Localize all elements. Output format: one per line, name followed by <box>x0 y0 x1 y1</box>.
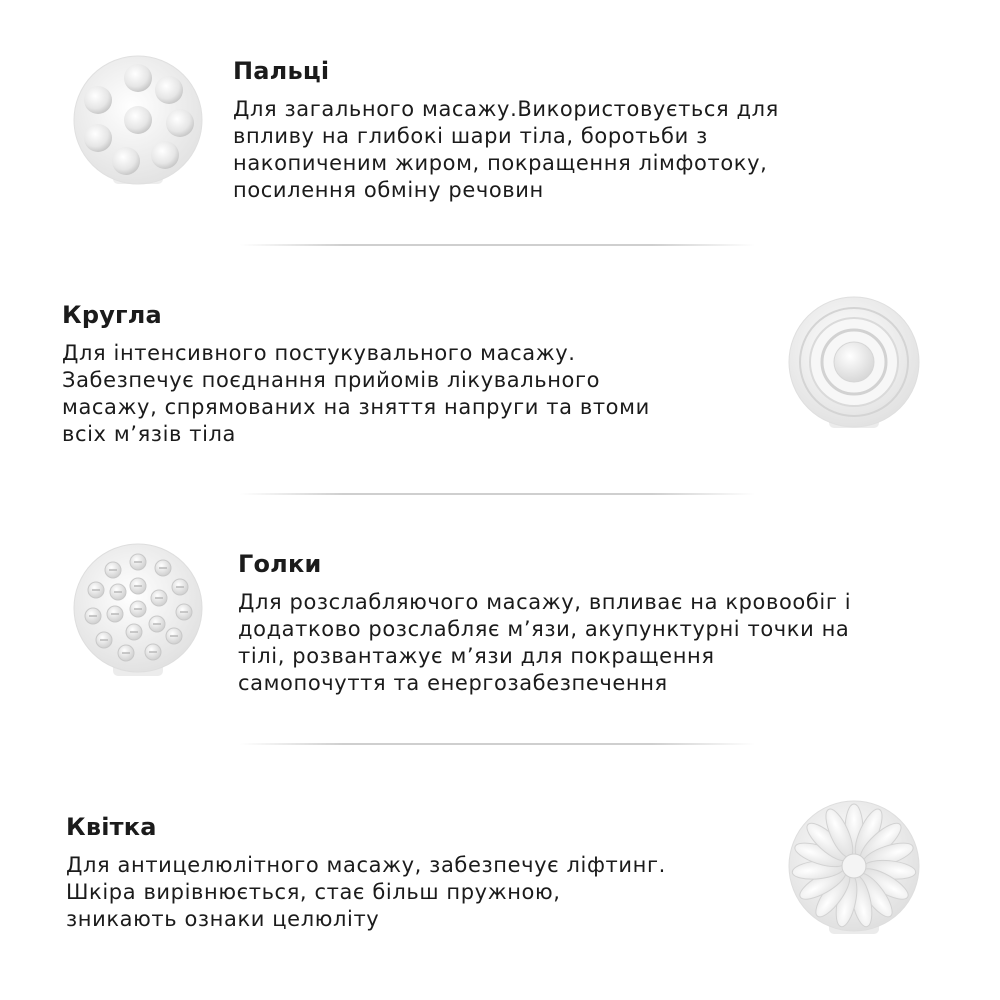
fingers-nozzle-icon <box>68 52 208 192</box>
nozzle-description: Для інтенсивного постукувального масажу. Забезпечує поєднання прийомів лікувального масажу, спрямованих на зняття напруги та втоми всіх м’язів тіла <box>62 341 650 446</box>
round-nozzle-icon <box>784 294 924 434</box>
nozzle-text-flower <box>66 812 666 933</box>
flower-nozzle-icon <box>784 796 924 936</box>
nozzle-description: Для антицелюлітного масажу, забезпечує ліфтинг. Шкіра вирівнюється, стає більш пружною, зникають ознаки целюліту <box>66 853 666 931</box>
section-divider <box>240 244 755 246</box>
section-divider <box>240 743 755 745</box>
needles-nozzle-icon <box>68 540 208 680</box>
nozzle-text-needles <box>238 549 851 697</box>
nozzle-text-fingers <box>233 56 779 204</box>
nozzle-description: Для загального масажу.Використовується для впливу на глибокі шари тіла, боротьби з накопиченим жиром, покращення лімфотоку, посилення обміну речовин <box>233 97 779 202</box>
nozzle-title: Пальці <box>233 57 330 85</box>
nozzle-title: Голки <box>238 550 322 578</box>
nozzle-text-round <box>62 300 650 448</box>
nozzle-title: Квітка <box>66 813 157 841</box>
nozzle-title: Кругла <box>62 301 162 329</box>
nozzle-description: Для розслабляючого масажу, впливає на кровообіг і додатково розслабляє м’язи, акупунктурні точки на тілі, розвантажує м’язи для покращення самопочуття та енергозабезпечення <box>238 590 852 695</box>
section-divider <box>240 493 755 495</box>
